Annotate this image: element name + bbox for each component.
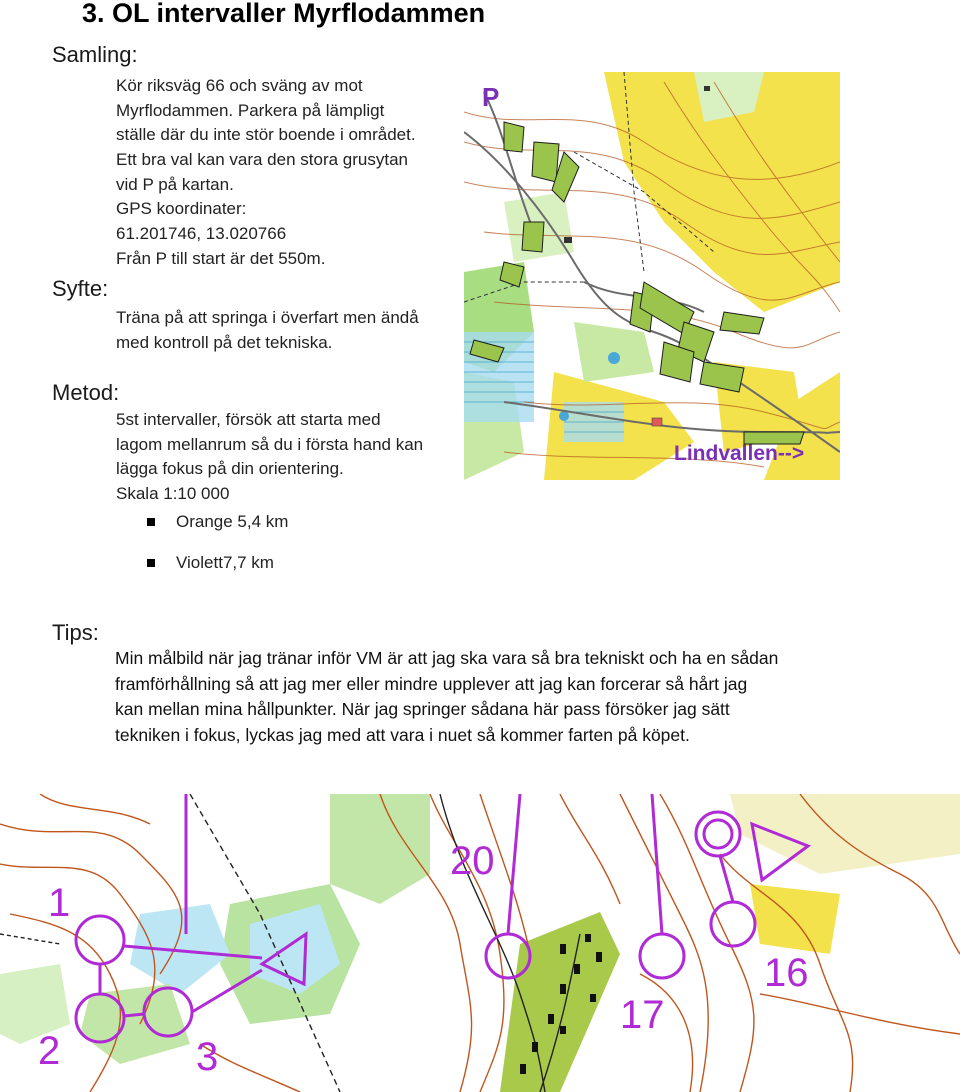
control-number-20: 20 xyxy=(450,839,495,883)
control-number-16: 16 xyxy=(764,951,809,995)
bullet-label: Violett7,7 km xyxy=(176,553,274,572)
tips-line: kan mellan mina hållpunkter. När jag springer sådana här pass försöker jag sätt xyxy=(115,699,730,719)
syfte-line: Träna på att springa i överfart men ändå xyxy=(116,308,419,327)
syfte-line: med kontroll på det tekniska. xyxy=(116,332,333,352)
samling-line: GPS koordinater: xyxy=(116,199,247,219)
samling-line: Kör riksväg 66 och sväng av mot xyxy=(116,76,363,95)
square-bullet-icon xyxy=(147,518,155,526)
samling-line: ställe där du inte stör boende i området. xyxy=(116,125,416,145)
metod-heading: Metod: xyxy=(52,380,120,405)
metod-line: 5st intervaller, försök att starta med xyxy=(116,410,381,429)
syfte-heading: Syfte: xyxy=(52,276,109,301)
tips-heading: Tips: xyxy=(52,620,99,645)
metod-line: lägga fokus på din orientering. xyxy=(116,459,344,479)
metod-line: Skala 1:10 000 xyxy=(116,484,230,504)
samling-line: Ett bra val kan vara den stora grusytan xyxy=(116,150,408,170)
samling-line: Myrflodammen. Parkera på lämpligt xyxy=(116,100,385,120)
direction-label: Lindvallen--> xyxy=(674,442,805,465)
bullet-label: Orange 5,4 km xyxy=(176,512,289,531)
metod-paragraph xyxy=(116,408,423,507)
syfte-paragraph xyxy=(116,306,419,355)
samling-line: 61.201746, 13.020766 xyxy=(116,224,287,244)
parking-label: P xyxy=(482,82,500,112)
square-bullet-icon xyxy=(147,559,155,567)
samling-heading: Samling: xyxy=(52,42,138,67)
page-title: 3. OL intervaller Myrflodammen xyxy=(82,0,486,28)
control-number-2: 2 xyxy=(38,1029,61,1073)
control-number-1: 1 xyxy=(48,881,71,925)
samling-line: vid P på kartan. xyxy=(116,174,234,194)
control-number-3: 3 xyxy=(196,1035,219,1079)
samling-line: Från P till start är det 550m. xyxy=(116,248,326,268)
control-number-17: 17 xyxy=(620,993,665,1037)
bullet-violett xyxy=(147,553,274,573)
location-map xyxy=(464,72,840,480)
tips-line: framförhållning så att jag mer eller mindre upplever att jag kan forcerar så hårt jag xyxy=(115,673,748,694)
tips-line: tekniken i fokus, lyckas jag med att vara i nuet så kommer farten på köpet. xyxy=(115,724,690,745)
course-map xyxy=(0,794,960,1092)
samling-paragraph xyxy=(116,74,416,272)
tips-paragraph xyxy=(115,646,778,748)
tips-line: Min målbild när jag tränar inför VM är att jag ska vara så bra tekniskt och ha en sådan xyxy=(115,648,779,668)
bullet-orange xyxy=(147,512,288,532)
metod-line: lagom mellanrum så du i första hand kan xyxy=(116,434,424,454)
